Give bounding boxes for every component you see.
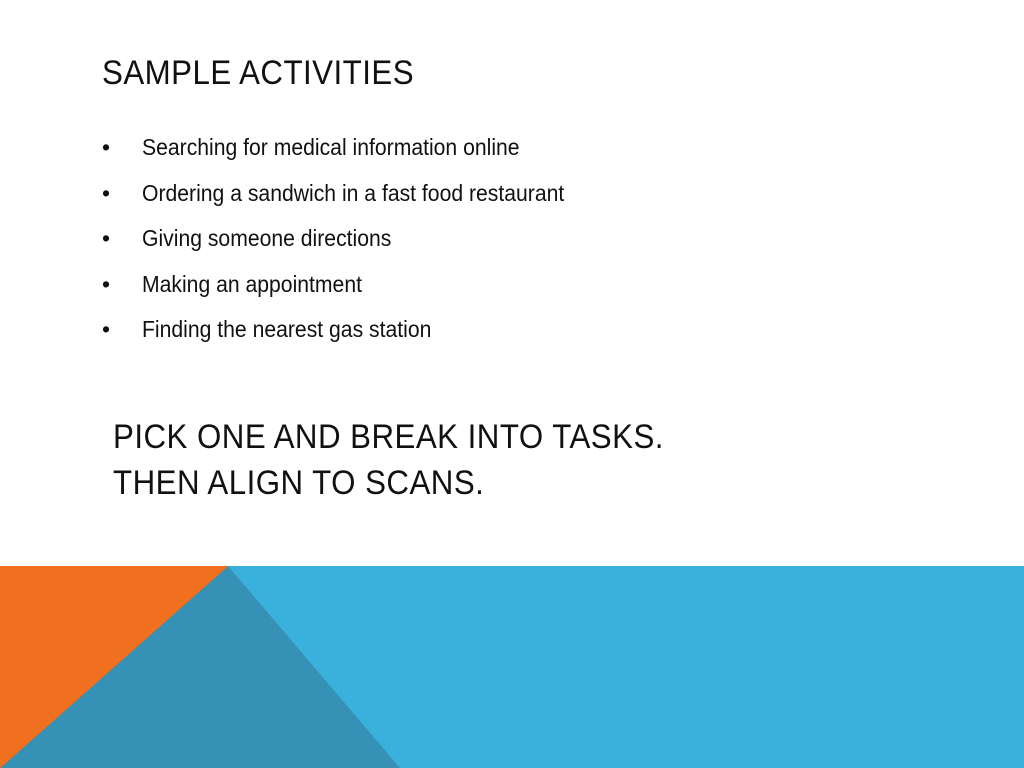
bullet-marker: • bbox=[102, 270, 111, 297]
bullet-marker: • bbox=[102, 225, 111, 251]
bullet-text: Finding the nearest gas station bbox=[142, 316, 432, 342]
bullet-marker: • bbox=[102, 134, 111, 160]
bullet-marker: • bbox=[102, 316, 111, 342]
decorative-color-band bbox=[0, 566, 1024, 768]
bullet-text: Searching for medical information online bbox=[142, 134, 520, 160]
slide-title: SAMPLE ACTIVITIES bbox=[102, 54, 415, 92]
instruction-line: THEN ALIGN TO SCANS. bbox=[113, 464, 485, 502]
bullet-text: Ordering a sandwich in a fast food restaurant bbox=[142, 179, 565, 206]
bullet-text: Making an appointment bbox=[142, 270, 362, 297]
bullet-text: Giving someone directions bbox=[142, 225, 392, 251]
instruction-line: PICK ONE AND BREAK INTO TASKS. bbox=[113, 418, 664, 456]
instruction-heading bbox=[113, 414, 664, 506]
bullet-marker: • bbox=[102, 179, 111, 206]
